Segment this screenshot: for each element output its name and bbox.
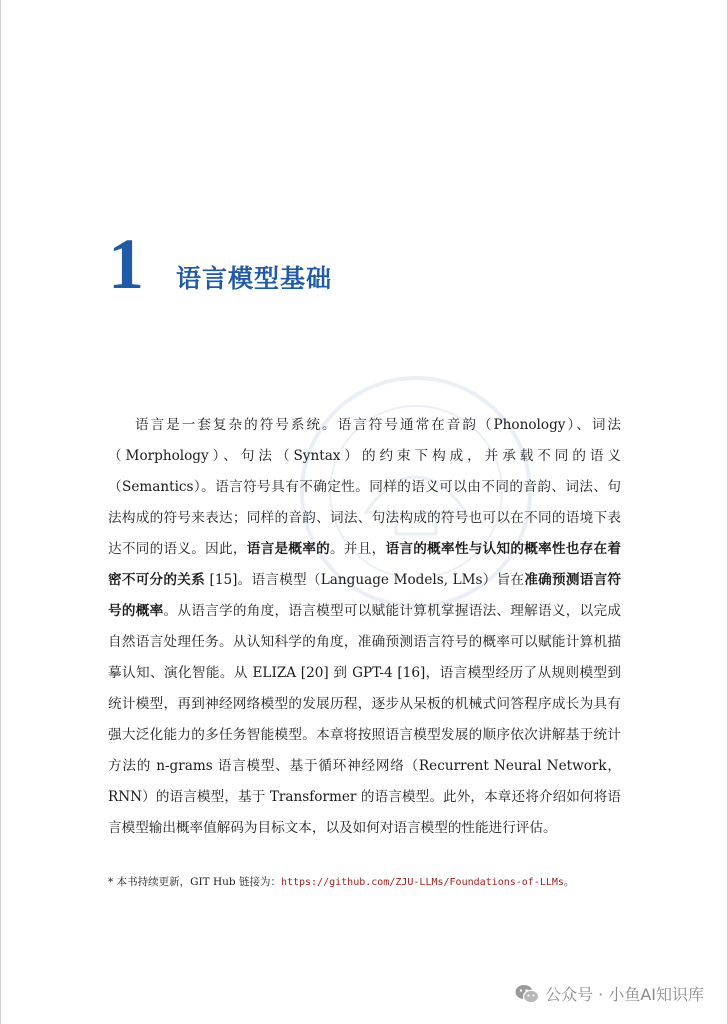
footnote-suffix: 。 [563, 876, 575, 888]
github-link[interactable]: https://github.com/ZJU-LLMs/Foundations-of-LLMs [280, 877, 564, 888]
footnote-prefix: * 本书持续更新，GIT Hub 链接为： [108, 876, 281, 888]
chapter-number: 1 [108, 224, 144, 304]
bold-text: 准确预测语言符号的概率 [108, 572, 622, 619]
wechat-watermark-text: 公众号 · 小鱼AI知识库 [545, 985, 704, 1004]
bold-text: 语言的概率性与认知的概率性也存在着密不可分的关系 [108, 541, 622, 588]
footnote [108, 873, 574, 892]
chapter-title: 语言模型基础 [176, 264, 333, 293]
body-text: [15]。语言模型（Language Models, LMs）旨在 [204, 572, 525, 588]
body-text: 。并且， [329, 541, 386, 557]
wechat-icon [515, 984, 539, 1004]
chapter-intro-paragraph [108, 410, 621, 844]
body-text: 。从语言学的角度，语言模型可以赋能计算机掌握语法、理解语义，以完成自然语言处理任务。从认知科学的角度，准确预测语言符号的概率可以赋能计算机描摹认知、演化智能。从 ELIZA [20] 到 GPT-4 [16]，语言模型经历了从规则模型到统计模型，再到神经网络模型的发展历程，逐步从呆板的机械式问答程序成长为具有强大泛化能力的多任务智能模型。本章将按照语言模型发展的顺序依次讲解基于统计方法的 n-grams 语言模型、基于循环神经网络（Recurrent Neural Network，RNN）的语言模型，基于 Transformer 的语言模型。此外，本章还将介绍如何将语言模型输出概率值解码为目标文本，以及如何对语言模型的性能进行评估。 [108, 603, 622, 836]
wechat-watermark [515, 982, 704, 1005]
body-text: 语言是一套复杂的符号系统。语言符号通常在音韵（Phonology）、词法（Morphology）、句法（Syntax）的约束下构成，并承载不同的语义（Semantics）。语言符号具有不确定性。同样的语义可以由不同的音韵、词法、句法构成的符号来表达；同样的音韵、词法、句法构成的符号也可以在不同的语境下表达不同的语义。因此， [108, 417, 621, 557]
bold-text: 语言是概率的 [246, 541, 330, 557]
